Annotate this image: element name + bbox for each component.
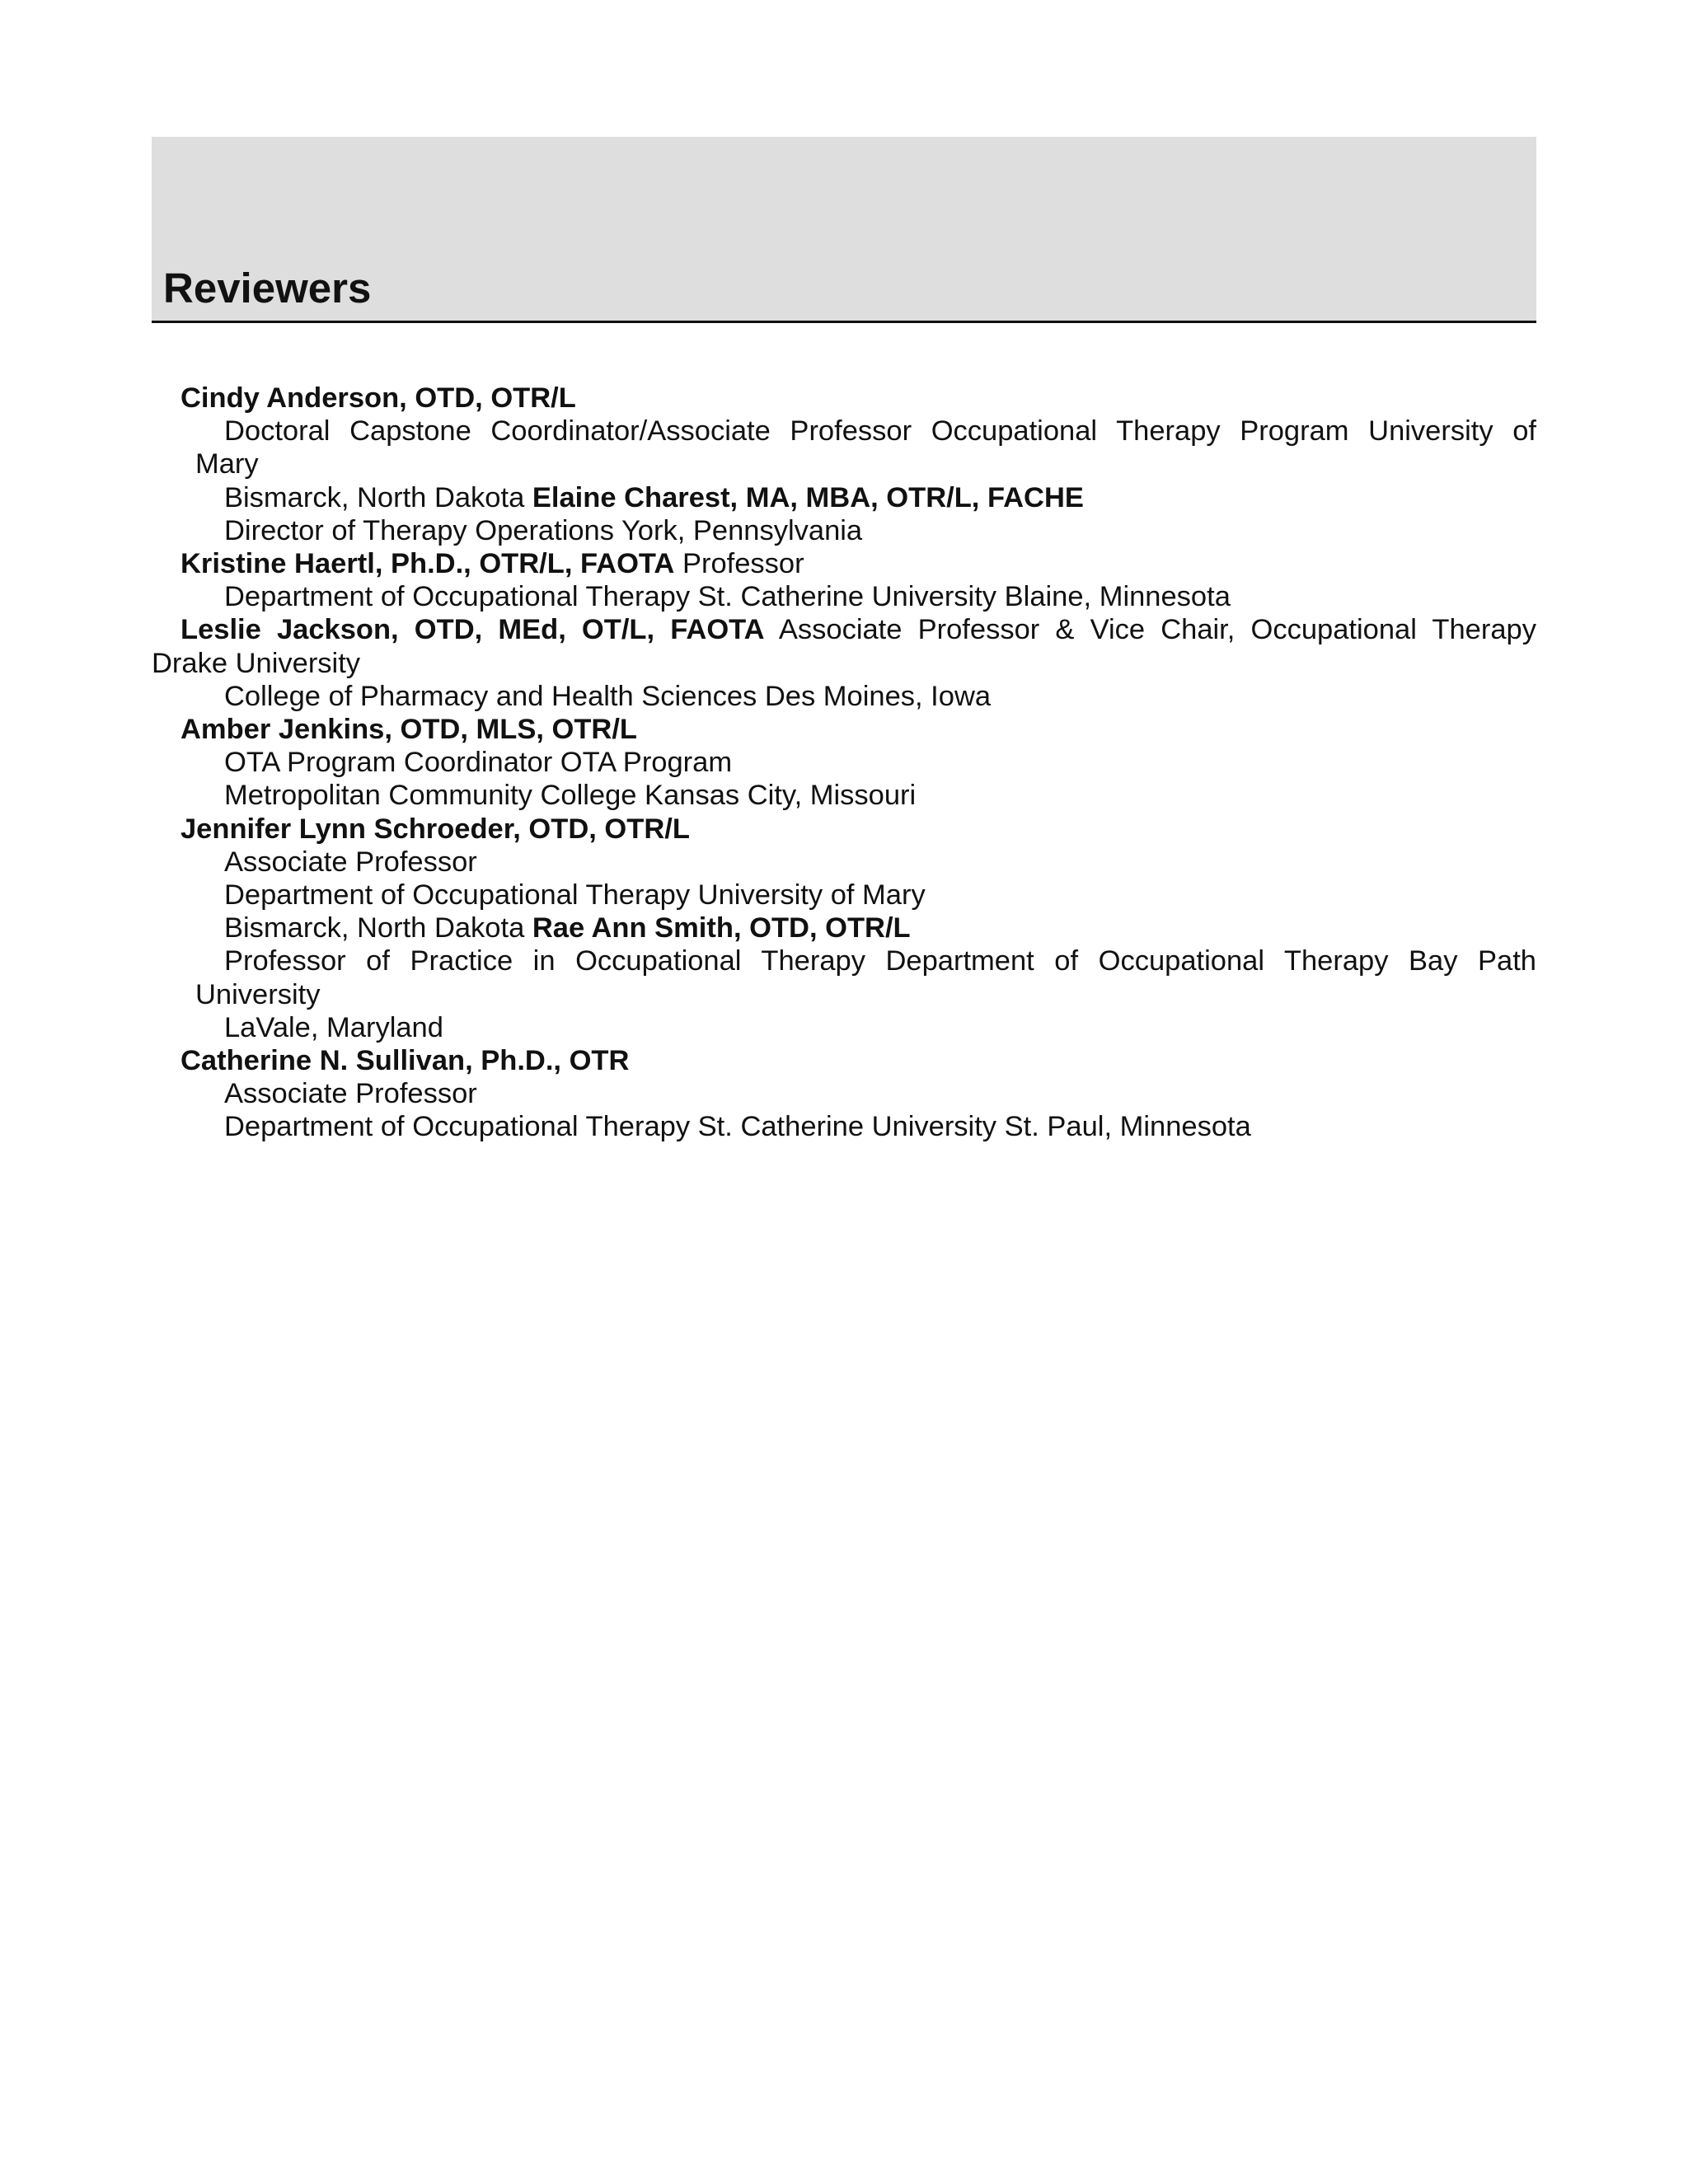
reviewer-entry-line: [152, 944, 1536, 977]
reviewer-entry-line: [152, 746, 1536, 779]
reviewer-detail: Metropolitan Community College Kansas City, Missouri: [224, 780, 917, 812]
reviewer-entry-line: [152, 448, 1536, 480]
reviewer-name: Cindy Anderson, OTD, OTR/L: [181, 382, 576, 414]
reviewer-entry-line: [152, 813, 1536, 846]
reviewer-entry-line: [152, 879, 1536, 912]
reviewer-detail: Professor of Practice in Occupational Therapy Department of Occupational Therapy Bay Path: [224, 945, 1536, 977]
reviewer-entry-line: [152, 514, 1536, 547]
reviewer-detail: Bismarck, North Dakota: [224, 912, 525, 944]
reviewer-entry-line: [152, 415, 1536, 448]
reviewer-detail: Director of Therapy Operations York, Pennsylvania: [224, 514, 863, 546]
reviewer-detail: Associate Professor: [224, 1078, 477, 1110]
reviewer-detail: LaVale, Maryland: [224, 1011, 443, 1043]
section-header: [152, 137, 1536, 323]
reviewer-name: Elaine Charest, MA, MBA, OTR/L, FACHE: [532, 481, 1084, 513]
reviewer-detail: Department of Occupational Therapy University of Mary: [224, 879, 926, 912]
reviewer-list: [152, 382, 1536, 1144]
reviewer-entry-line: [152, 713, 1536, 746]
reviewer-name: Kristine Haertl, Ph.D., OTR/L, FAOTA: [181, 548, 675, 580]
reviewer-detail: Bismarck, North Dakota: [224, 481, 525, 513]
reviewer-entry-line: [152, 1077, 1536, 1110]
reviewer-entry-line: [152, 613, 1536, 646]
reviewer-detail: Associate Professor & Vice Chair, Occupational Therapy: [778, 614, 1536, 646]
page-title: Reviewers: [163, 265, 372, 312]
reviewer-detail: Department of Occupational Therapy St. Catherine University Blaine, Minnesota: [224, 581, 1231, 613]
reviewer-entry-line: [152, 912, 1536, 944]
reviewer-entry-line: [152, 680, 1536, 713]
reviewer-name: Rae Ann Smith, OTD, OTR/L: [532, 912, 911, 944]
reviewer-name: Leslie Jackson, OTD, MEd, OT/L, FAOTA: [181, 614, 765, 646]
reviewer-detail: College of Pharmacy and Health Sciences Des Moines, Iowa: [224, 680, 992, 712]
reviewer-name: Amber Jenkins, OTD, MLS, OTR/L: [181, 714, 637, 746]
reviewer-entry-line: [152, 481, 1536, 514]
reviewer-name: Jennifer Lynn Schroeder, OTD, OTR/L: [181, 813, 690, 845]
reviewer-entry-line: [152, 779, 1536, 812]
reviewer-entry-line: [152, 846, 1536, 879]
reviewer-detail: OTA Program Coordinator OTA Program: [224, 747, 733, 779]
reviewer-detail: Doctoral Capstone Coordinator/Associate Professor Occupational Therapy Program University of: [224, 415, 1536, 448]
reviewer-entry-line: [152, 647, 1536, 680]
reviewer-entry-line: [152, 580, 1536, 613]
reviewer-detail: Department of Occupational Therapy St. Catherine University St. Paul, Minnesota: [224, 1111, 1251, 1143]
reviewer-entry-line: [152, 1011, 1536, 1044]
reviewer-detail: Mary: [195, 448, 259, 480]
reviewer-entry-line: [152, 1110, 1536, 1143]
reviewer-detail: Drake University: [152, 647, 361, 679]
reviewer-entry-line: [152, 1044, 1536, 1077]
reviewer-entry-line: [152, 382, 1536, 415]
reviewer-name: Catherine N. Sullivan, Ph.D., OTR: [181, 1045, 630, 1077]
reviewer-entry-line: [152, 547, 1536, 580]
reviewer-entry-line: [152, 978, 1536, 1011]
reviewer-detail: University: [195, 978, 321, 1010]
reviewer-detail: Associate Professor: [224, 846, 477, 878]
reviewer-detail: Professor: [682, 548, 804, 580]
